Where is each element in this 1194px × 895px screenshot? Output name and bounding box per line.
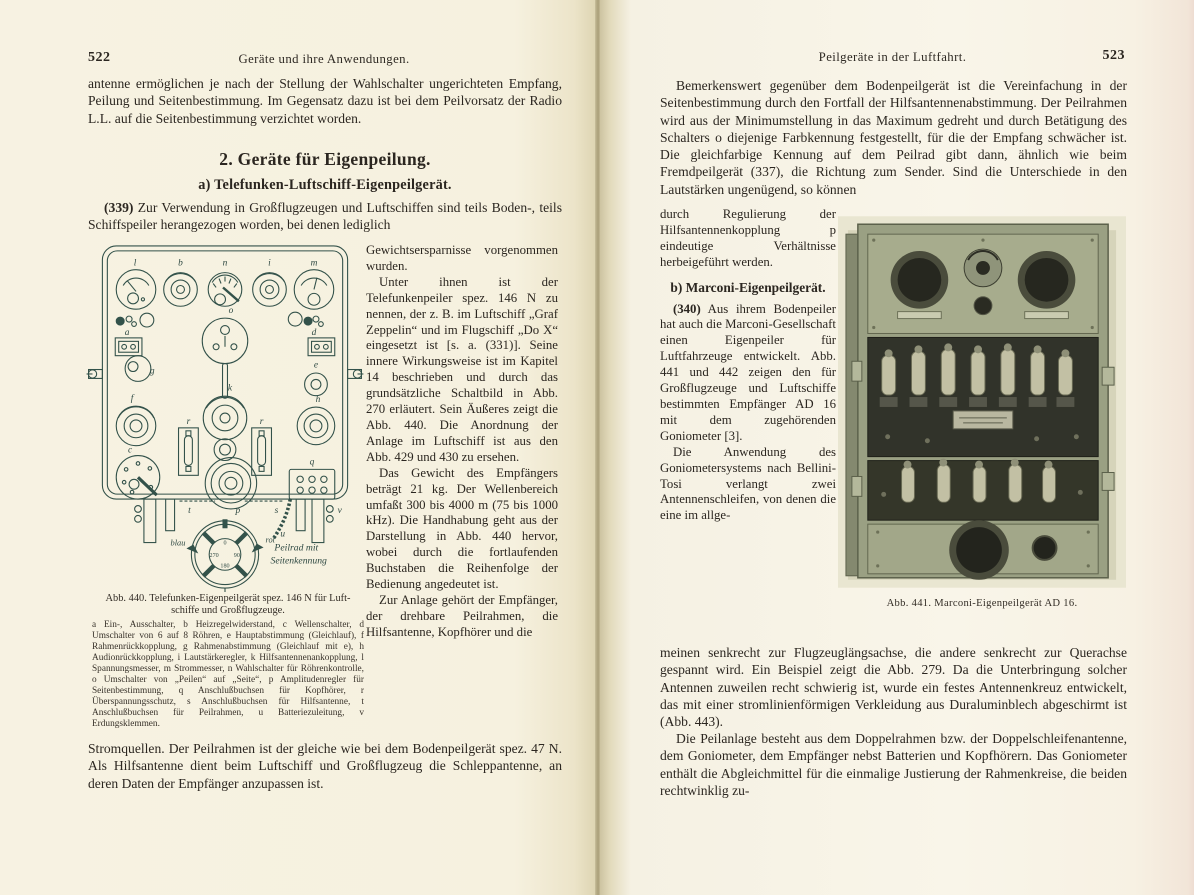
right-page <box>598 0 1194 895</box>
diagram-label-k: k <box>227 383 233 394</box>
fuse-r-right <box>252 428 272 475</box>
diagram-label-rot: rot <box>265 535 276 545</box>
telefunken-panel-diagram <box>86 240 364 592</box>
paragraph: Die Anwendung des Goniometersystems nach Bellini-Tosi verlangt zwei Antennenschleifen, von denen die eine im allge- <box>660 444 836 523</box>
paragraph-number: (340) <box>673 301 701 316</box>
meter-l <box>116 270 156 310</box>
knob-h <box>297 407 335 445</box>
switch-o <box>202 318 247 398</box>
paragraph: Bemerkenswert gegenüber dem Bodenpeilgerät ist die Vereinfachung in der Seitenbestimmung durch den Fortfall der Hilfsantennenabstimmung. Der Peilrahmen wird aus der Minimumstellung in das Maximum gedreht und durch Betätigung des Schalters o diejenige Farbkennung festgestellt, für die der Empfang schwächer ist. Die gleichfarbige Kennung auf dem Peilrad gibt dann, ähnlich wie beim Fremdpeilgerät (337), die Richtung zum Sender. Sind die Unterschiede in den Lautstärken ungenügend, so können <box>660 78 1127 197</box>
subsection-heading: a) Telefunken-Luftschiff-Eigenpeilgerät. <box>198 177 452 193</box>
figure-caption-abb-440 <box>92 593 364 729</box>
knob-k <box>203 396 247 460</box>
meter-m <box>294 270 334 310</box>
indicator-box-right <box>308 338 335 356</box>
tube-section-lower <box>868 459 1098 521</box>
diagram-label-blau: blau <box>170 538 186 548</box>
fuse-r-left <box>179 428 199 475</box>
marconi-receiver-photo <box>838 216 1126 588</box>
knob-i <box>253 273 287 307</box>
paragraph: Unter ihnen ist der Telefunkenpeiler spez. 146 N zu nennen, der z. B. im Luftschiff „Graf Zeppelin“ und im Flugschiff „Do X“ eingesetzt ist [s. a. (331)]. Seine innere Wirkungsweise ist im Kapitel 14 beschrieben und durch das grundsätzliche Schaltbild in Abb. 270 erläutert. Sein Äußeres zeigt die Abb. 440. Die Anordnung der Anlage im Luftschiff ist aus den Abb. 429 und 430 zu ersehen. <box>366 274 558 464</box>
diagram-label-e: e <box>313 360 319 371</box>
diagram-label-r1: r <box>186 416 191 427</box>
panel-legs <box>135 499 334 543</box>
caption-key: a Ein-, Ausschalter, b Heizregelwiderstand, c Wellenschalter, d Umschalter von 6 auf 8 Röhren, e Hauptabstimmung (Gleichlauf), f Rahmenrückkopplung, g Rahmenabstimmung (Gleichlauf mit e), h Audionrückkopplung, i Lautstärkeregler, k Hilfsantennenankopplung, l Spannungsmesser, m Strommesser, n Wahlschalter für Röhrenkontrolle, o Umschalter von „Peilen“ auf „Seite“, p Amplitudenregler für Seitenbestimmung, q Anschlußbuchsen für Kopfhörer, r Überspannungsschutz, s Anschlußbuchsen für Hilfsantenne, t Anschlußbuchsen für Peilrahmen, u Batteriezuleitung, v Erdungsklemmen. <box>92 620 364 729</box>
diagram-label-q: q <box>309 457 315 468</box>
diagram-label-l: l <box>133 258 137 269</box>
left-narrow-column <box>366 243 558 641</box>
diagram-label-o: o <box>228 306 234 317</box>
bottom-panel <box>868 520 1098 580</box>
paragraph: antenne ermöglichen je nach der Stellung der Wahlschalter ungerichteten Empfang, Peilung und Seitenbestimmung. Im Gegensatz dazu ist bei dem Peilvorsatz der Radio L.L. auf die Seitenbestimmung verzichtet worden. <box>88 76 562 126</box>
page-number-right: 523 <box>1102 48 1125 63</box>
paragraph: Stromquellen. Der Peilrahmen ist der gleiche wie bei dem Bodenpeilgerät spez. 47 N. Als Hilfsantenne dient beim Luftschiff und Großflugzeug die Schleppantenne, an deren Daten der Empfänger anzupassen ist. <box>88 741 562 791</box>
diagram-label-g: g <box>149 366 155 377</box>
knob-e <box>305 373 328 396</box>
knob-g <box>125 356 151 382</box>
paragraph: durch Regulierung der Hilfsantennenkopplung p eindeutige Verhältnisse herbeigeführt werden. <box>660 207 836 269</box>
paragraph: (339) Zur Verwendung in Großflugzeugen und Luftschiffen sind teils Boden-, teils Schiffspeiler herangezogen worden, bei denen lediglich <box>88 200 562 233</box>
diagram-label-b: b <box>178 258 183 269</box>
diagram-label-a: a <box>124 327 130 338</box>
right-narrow-column <box>660 207 836 524</box>
diagram-label-t: t <box>188 505 191 516</box>
diagram-label-i: i <box>268 258 271 269</box>
wave-switch-c <box>116 456 160 500</box>
diagram-label-s: s <box>274 505 279 516</box>
peilrad-wheel <box>186 520 263 592</box>
diagram-label-n: n <box>222 258 228 269</box>
caption-line-2: schiffe und Großflugzeuge. <box>171 605 285 617</box>
diagram-label-d: d <box>311 327 317 338</box>
diagram-label-f: f <box>130 394 134 405</box>
paragraph: Die Peilanlage besteht aus dem Doppelrahmen bzw. der Doppelschleifenantenne, dem Goniometer, dem Empfänger nebst Batterien und Kopfhörern. Das Goniometer enthält die Abgleichmittel für die einmalige Justierung der Rahmenkreise, die beiden rechtwinklig zu- <box>660 731 1127 798</box>
subsection-heading-marconi: b) Marconi-Eigenpeilgerät. <box>670 279 826 295</box>
switch-group-d <box>288 312 323 326</box>
paragraph: Das Gewicht des Empfängers beträgt 21 kg. Der Wellenbereich umfaßt 300 bis 4000 m (75 bis 1000 kHz). Die Handhabung geht aus der Darstellung in Abb. 440 hervor, wobei durch die fortlaufenden Buchstaben die Reihenfolge der Bedienung angedeutet ist. <box>366 465 558 592</box>
indicator-box-left <box>115 338 142 356</box>
wheel-deg-270: 270 <box>209 552 219 559</box>
section-heading: 2. Geräte für Eigenpeilung. <box>219 149 431 169</box>
figure-abb-440 <box>86 240 364 592</box>
wheel-caption-line1: Peilrad mit <box>274 542 319 554</box>
book-gutter-shadow <box>595 0 600 895</box>
knob-p <box>205 458 256 509</box>
top-panel <box>868 234 1098 333</box>
paragraph: Gewichtsersparnisse vorgenommen wurden. <box>366 243 558 273</box>
diagram-label-h: h <box>315 395 321 406</box>
paragraph: meinen senkrecht zur Flugzeuglängsachse, die andere senkrecht zur Querachse gespannt wird. Ein Beispiel zeigt die Abb. 279. Da die Unterbringung solcher Antennen zuweilen recht schwierig ist, wurde ein festes Antennenkreuz entwickelt, das mit einer stromlinienförmigen Verkleidung aus Duraluminblech abgeschirmt ist (Abb. 443). <box>660 645 1127 730</box>
wheel-deg-180: 180 <box>220 563 230 570</box>
diagram-label-p: p <box>235 505 241 516</box>
diagram-label-r2: r <box>259 416 264 427</box>
paragraph: Zur Anlage gehört der Empfänger, der drehbare Peilrahmen, die Hilfsantenne, Kopfhörer und die <box>366 592 558 639</box>
diagram-label-m: m <box>310 258 318 269</box>
wheel-caption-line2: Seitenkennung <box>270 555 327 567</box>
running-title-left: Geräte und ihre Anwendungen. <box>238 52 410 66</box>
diagram-label-u: u <box>280 529 286 540</box>
paragraph: (340) Aus ihrem Bodenpeiler hat auch die Marconi-Gesellschaft einen Eigenpeiler für Luftfahrzeuge entwickelt. Abb. 441 und 442 zeigen den für Großflugzeuge und Luftschiffe bestimmten Empfänger AD 16 mit dem zugehörenden Goniometer [3]. <box>660 301 836 443</box>
wheel-deg-0: 0 <box>223 540 227 547</box>
knob-b <box>164 273 198 307</box>
running-title-right: Peilgeräte in der Luftfahrt. <box>818 50 967 64</box>
figure-abb-441 <box>838 216 1126 588</box>
caption-line-1: Abb. 440. Telefunken-Eigenpeilgerät spez. 146 N für Luft- <box>105 593 351 604</box>
diagram-label-c: c <box>127 445 133 456</box>
switch-group-a <box>116 313 154 327</box>
paragraph-number: (339) <box>104 200 134 215</box>
knob-f <box>116 406 156 446</box>
page-number-left: 522 <box>88 50 111 65</box>
wheel-deg-90: 90 <box>233 552 240 559</box>
figure-caption-abb-441: Abb. 441. Marconi-Eigenpeilgerät AD 16. <box>886 598 1078 609</box>
tube-section-upper <box>868 337 1098 456</box>
diagram-label-v: v <box>337 505 342 516</box>
dial-n <box>208 273 242 307</box>
